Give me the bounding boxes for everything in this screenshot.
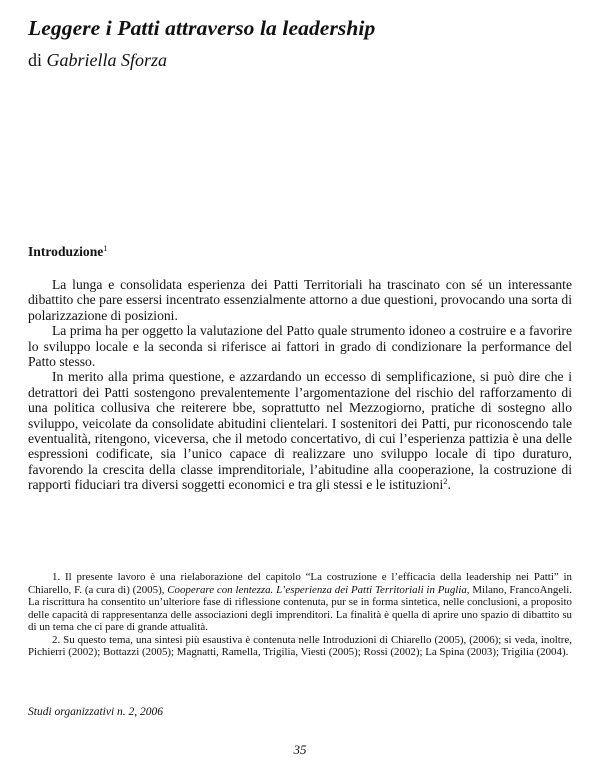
- footnote-marker-1[interactable]: 1: [103, 243, 108, 253]
- body-text: [28, 277, 572, 493]
- journal-reference: Studi organizzativi n. 2, 2006: [28, 706, 164, 718]
- paragraph-3: [28, 369, 572, 492]
- footnotes: [28, 571, 572, 659]
- page-number: 35: [293, 742, 307, 757]
- paragraph-3-text: In merito alla prima questione, e azzardando un eccesso di semplificazione, si può dire che i detrattori dei Patti sostengono prevalentemente l’argomentazione del rischio del rafforzamento di una politica collusiva che reiterere bbe, soprattutto nel Mezzogiorno, pratiche di sostegno allo sviluppo, veicolate da consolidate abitudini clientelari. I sostenitori dei Patti, pur riconoscendo tale eventualità, ritengono, viceversa, che il metodo concertativo, di cui l’esperienza pattizia è una delle espressioni codificate, sia l’unico capace di realizzare uno sviluppo locale di tipo duraturo, favorendo la crescita della classe imprenditoriale, l’abitudine alla cooperazione, la costruzione di rapporti fiduciari tra diversi soggetti economici e tra gli stessi e le istituzioni: [28, 369, 572, 493]
- footnote-1-text-a: 1. Il presente lavoro è una rielaborazione del capitolo “La costruzione e l’efficacia della leadership nei Patti” in Chiarello, F. (a cura di) (2005),: [28, 571, 572, 596]
- author-name: Gabriella Sforza: [46, 50, 168, 70]
- footnote-1: [28, 571, 572, 634]
- paragraph-2: La prima ha per oggetto la valutazione del Patto quale strumento idoneo a costruire e a favorire lo sviluppo locale e la seconda si riferisce ai fattori in grado di condizionare la performance del Patto stesso.: [28, 323, 572, 370]
- footnote-2: 2. Su questo tema, una sintesi più esaustiva è contenuta nelle Introduzioni di Chiarello (2005), (2006); si veda, inoltre, Pichierri (2002); Bottazzi (2005); Magnatti, Ramella, Trigilia, Viesti (2005); Rossi (2002); La Spina (2003); Trigilia (2004).: [28, 633, 572, 658]
- footnote-1-text-b: , Milano, FrancoAngeli. La riscrittura ha consentito un’ulteriore fase di riflessione contenuta, pur se in forma sintetica, nelle conclusioni, a proposito delle capacità di rappresentanza delle associazioni degli imprenditori. La finalità è quella di aprire uno spazio di dibattito su di un tema che ci pare di grande attualità.: [28, 583, 572, 633]
- article-title: Leggere i Patti attraverso la leadership: [28, 16, 376, 40]
- byline-prefix: di: [28, 50, 43, 70]
- footnote-1-book-title: Cooperare con lentezza. L’esperienza dei Patti Territoriali in Puglia: [167, 583, 467, 596]
- paragraph-1: La lunga e consolidata esperienza dei Patti Territoriali ha trascinato con sé un interessante dibattito che pare essersi incentrato essenzialmente attorno a due questioni, provocando una sorta di polarizzazione di posizioni.: [28, 277, 572, 323]
- paragraph-3-end: .: [447, 477, 451, 493]
- section-heading: [28, 243, 108, 260]
- footnote-marker-2[interactable]: 2: [443, 476, 448, 487]
- section-heading-text: Introduzione: [28, 244, 104, 259]
- byline: [28, 50, 167, 71]
